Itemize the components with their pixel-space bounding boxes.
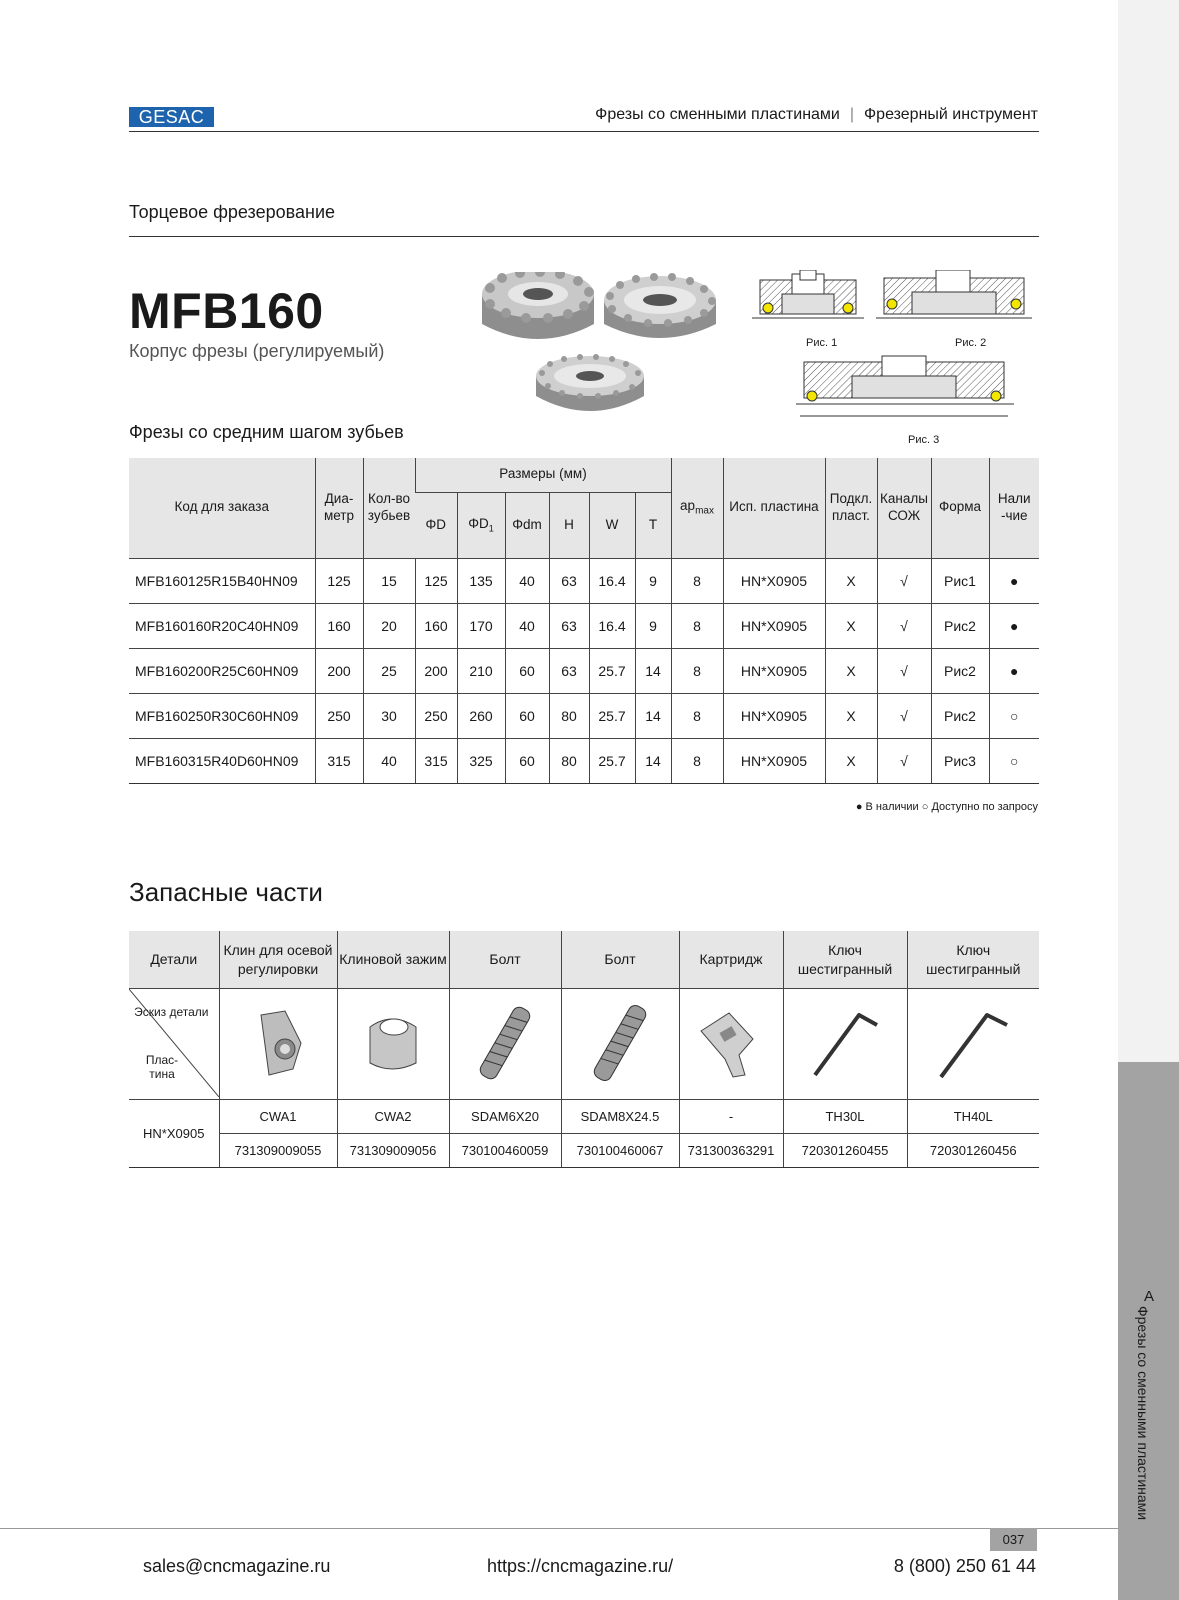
spare-parts-title: Запасные части xyxy=(129,877,323,907)
footer-email[interactable]: sales@cncmagazine.ru xyxy=(143,1556,331,1576)
cell-code: MFB160125R15B40HN09 xyxy=(129,558,315,603)
cell-shape: Рис1 xyxy=(931,558,989,603)
figure-2-caption: Рис. 2 xyxy=(955,337,987,349)
col-dimensions-group: Размеры (мм) xyxy=(415,458,671,492)
cell-h: 63 xyxy=(549,603,589,648)
col-t: T xyxy=(635,492,671,558)
cell-d1: 325 xyxy=(457,738,505,783)
article-number: 730100460059 xyxy=(449,1134,561,1168)
col-d1 xyxy=(457,492,505,558)
article-number: 730100460067 xyxy=(561,1134,679,1168)
part-code: SDAM6X20 xyxy=(449,1100,561,1134)
cell-insert: HN*X0905 xyxy=(723,558,825,603)
cell-w: 16.4 xyxy=(589,603,635,648)
sketch-label: Эскиз детали xyxy=(134,1005,209,1019)
spare-col-clamp: Клиновой зажим xyxy=(337,931,449,989)
col-code: Код для заказа xyxy=(129,458,315,558)
technical-drawings xyxy=(752,270,1042,445)
cell-insert: HN*X0905 xyxy=(723,693,825,738)
clamp-icon xyxy=(358,1003,428,1083)
cell-shim: X xyxy=(825,693,877,738)
clamp-sketch xyxy=(337,989,449,1100)
spare-col-bolt-2: Болт xyxy=(561,931,679,989)
drawing-fig2 xyxy=(876,270,1032,318)
insert-label: Плас- тина xyxy=(145,1053,179,1082)
product-title: MFB160 xyxy=(129,283,324,339)
col-ap-sub: max xyxy=(695,505,714,517)
col-teeth: Кол-во зубьев xyxy=(363,458,415,558)
cell-availability: ● xyxy=(989,558,1039,603)
table-row xyxy=(129,603,1039,648)
cell-t: 9 xyxy=(635,558,671,603)
cartridge-sketch xyxy=(679,989,783,1100)
cell-shape: Рис3 xyxy=(931,738,989,783)
cell-availability: ● xyxy=(989,603,1039,648)
cell-t: 14 xyxy=(635,738,671,783)
cell-d: 200 xyxy=(415,648,457,693)
cell-shape: Рис2 xyxy=(931,648,989,693)
cell-code: MFB160200R25C60HN09 xyxy=(129,648,315,693)
part-code: - xyxy=(679,1100,783,1134)
part-code: CWA1 xyxy=(219,1100,337,1134)
cell-diameter: 200 xyxy=(315,648,363,693)
cell-diameter: 250 xyxy=(315,693,363,738)
drawing-fig3 xyxy=(796,356,1014,416)
bolt-icon xyxy=(585,998,655,1088)
bolt-2-sketch xyxy=(561,989,679,1100)
col-shim: Подкл. пласт. xyxy=(825,458,877,558)
drawing-fig1 xyxy=(752,270,864,318)
page-number: 037 xyxy=(990,1528,1037,1551)
cell-dm: 40 xyxy=(505,558,549,603)
cell-shim: X xyxy=(825,738,877,783)
spare-col-cartridge: Картридж xyxy=(679,931,783,989)
cell-w: 25.7 xyxy=(589,738,635,783)
cell-code: MFB160160R20C40HN09 xyxy=(129,603,315,648)
table-row xyxy=(129,558,1039,603)
cell-coolant: √ xyxy=(877,603,931,648)
page-header xyxy=(595,106,1038,124)
product-photos xyxy=(478,272,738,442)
cutter-image-3 xyxy=(536,354,644,411)
article-number: 720301260456 xyxy=(907,1134,1039,1168)
col-ap-main: ap xyxy=(680,497,696,513)
insert-cell: HN*X0905 xyxy=(129,1100,219,1168)
cell-dm: 40 xyxy=(505,603,549,648)
product-table xyxy=(129,458,1039,784)
header-separator: | xyxy=(849,106,855,123)
header-section: Фрезерный инструмент xyxy=(864,106,1038,123)
col-d1-main: ΦD xyxy=(468,515,489,531)
footer-rule xyxy=(0,1528,1118,1529)
key-2-sketch xyxy=(907,989,1039,1100)
col-coolant: Каналы СОЖ xyxy=(877,458,931,558)
hex-key-icon xyxy=(933,1003,1013,1083)
section-title: Торцевое фрезерование xyxy=(129,202,336,222)
spare-col-key-1: Ключ шестигранный xyxy=(783,931,907,989)
cell-h: 63 xyxy=(549,558,589,603)
col-insert: Исп. пластина xyxy=(723,458,825,558)
cell-d: 160 xyxy=(415,603,457,648)
cell-ap: 8 xyxy=(671,648,723,693)
spare-col-details: Детали xyxy=(129,931,219,989)
cell-d: 315 xyxy=(415,738,457,783)
cell-insert: HN*X0905 xyxy=(723,603,825,648)
table-row xyxy=(129,648,1039,693)
availability-legend: ● В наличии ○ Доступно по запросу xyxy=(855,801,1038,813)
footer-website[interactable]: https://cncmagazine.ru/ xyxy=(487,1556,674,1576)
col-d: ΦD xyxy=(415,492,457,558)
product-subtitle: Корпус фрезы (регулируемый) xyxy=(129,341,385,361)
section-rule xyxy=(129,236,1039,237)
cell-diameter: 125 xyxy=(315,558,363,603)
cell-code: MFB160315R40D60HN09 xyxy=(129,738,315,783)
cutter-image-2 xyxy=(604,273,716,338)
cell-d: 250 xyxy=(415,693,457,738)
part-code: CWA2 xyxy=(337,1100,449,1134)
header-category: Фрезы со сменными пластинами xyxy=(595,106,840,123)
col-dm: Φdm xyxy=(505,492,549,558)
cell-ap: 8 xyxy=(671,693,723,738)
part-code: TH30L xyxy=(783,1100,907,1134)
col-shape: Форма xyxy=(931,458,989,558)
cell-t: 14 xyxy=(635,648,671,693)
cell-availability: ○ xyxy=(989,693,1039,738)
cell-availability: ○ xyxy=(989,738,1039,783)
brand-logo: GESAC xyxy=(129,107,214,127)
cell-h: 80 xyxy=(549,738,589,783)
cell-h: 63 xyxy=(549,648,589,693)
col-h: H xyxy=(549,492,589,558)
cell-shape: Рис2 xyxy=(931,603,989,648)
spare-parts-table xyxy=(129,931,1039,1168)
cell-teeth: 20 xyxy=(363,603,415,648)
cell-w: 25.7 xyxy=(589,693,635,738)
cell-shim: X xyxy=(825,648,877,693)
cell-d1: 260 xyxy=(457,693,505,738)
col-diameter: Диа-метр xyxy=(315,458,363,558)
cell-coolant: √ xyxy=(877,738,931,783)
cell-insert: HN*X0905 xyxy=(723,738,825,783)
hex-key-icon xyxy=(805,1003,885,1083)
cell-coolant: √ xyxy=(877,693,931,738)
cell-dm: 60 xyxy=(505,693,549,738)
cell-diameter: 160 xyxy=(315,603,363,648)
col-d1-sub: 1 xyxy=(488,523,494,534)
col-w: W xyxy=(589,492,635,558)
header-rule xyxy=(129,131,1039,132)
article-number: 720301260455 xyxy=(783,1134,907,1168)
wedge-icon xyxy=(243,1003,313,1083)
cell-d1: 170 xyxy=(457,603,505,648)
cell-availability: ● xyxy=(989,648,1039,693)
cell-h: 80 xyxy=(549,693,589,738)
sketch-corner-cell xyxy=(129,989,219,1100)
spare-col-wedge: Клин для осевой регулировки xyxy=(219,931,337,989)
cell-shim: X xyxy=(825,558,877,603)
cell-ap: 8 xyxy=(671,738,723,783)
table-row xyxy=(129,738,1039,783)
col-availability: Нали -чие xyxy=(989,458,1039,558)
cell-d: 125 xyxy=(415,558,457,603)
figure-1-caption: Рис. 1 xyxy=(806,337,838,349)
cell-dm: 60 xyxy=(505,738,549,783)
article-number-row xyxy=(129,1134,1039,1168)
cell-teeth: 15 xyxy=(363,558,415,603)
cell-ap: 8 xyxy=(671,558,723,603)
article-number: 731300363291 xyxy=(679,1134,783,1168)
cell-coolant: √ xyxy=(877,648,931,693)
spare-col-key-2: Ключ шестигранный xyxy=(907,931,1039,989)
cell-shape: Рис2 xyxy=(931,693,989,738)
cell-w: 16.4 xyxy=(589,558,635,603)
cartridge-icon xyxy=(691,1003,771,1083)
key-1-sketch xyxy=(783,989,907,1100)
bolt-1-sketch xyxy=(449,989,561,1100)
chapter-letter: A xyxy=(1144,1288,1155,1305)
cell-teeth: 30 xyxy=(363,693,415,738)
cell-w: 25.7 xyxy=(589,648,635,693)
col-ap xyxy=(671,458,723,558)
cell-t: 9 xyxy=(635,603,671,648)
sketch-row xyxy=(129,989,1039,1100)
part-code-row xyxy=(129,1100,1039,1134)
cell-dm: 60 xyxy=(505,648,549,693)
article-number: 731309009055 xyxy=(219,1134,337,1168)
cell-shim: X xyxy=(825,603,877,648)
chapter-title: Фрезы со сменными пластинами xyxy=(1135,1306,1151,1521)
bolt-icon xyxy=(470,998,540,1088)
cutter-image-1 xyxy=(482,272,594,339)
article-number: 731309009056 xyxy=(337,1134,449,1168)
cell-teeth: 25 xyxy=(363,648,415,693)
part-code: SDAM8X24.5 xyxy=(561,1100,679,1134)
cell-code: MFB160250R30C60HN09 xyxy=(129,693,315,738)
table-row xyxy=(129,693,1039,738)
part-code: TH40L xyxy=(907,1100,1039,1134)
cell-t: 14 xyxy=(635,693,671,738)
cell-d1: 135 xyxy=(457,558,505,603)
subsection-title: Фрезы со средним шагом зубьев xyxy=(129,422,404,442)
spare-col-bolt-1: Болт xyxy=(449,931,561,989)
footer-phone[interactable]: 8 (800) 250 61 44 xyxy=(893,1556,1036,1576)
cell-diameter: 315 xyxy=(315,738,363,783)
figure-3-caption: Рис. 3 xyxy=(908,434,940,446)
cell-d1: 210 xyxy=(457,648,505,693)
cell-teeth: 40 xyxy=(363,738,415,783)
cell-insert: HN*X0905 xyxy=(723,648,825,693)
cell-coolant: √ xyxy=(877,558,931,603)
cell-ap: 8 xyxy=(671,603,723,648)
wedge-sketch xyxy=(219,989,337,1100)
